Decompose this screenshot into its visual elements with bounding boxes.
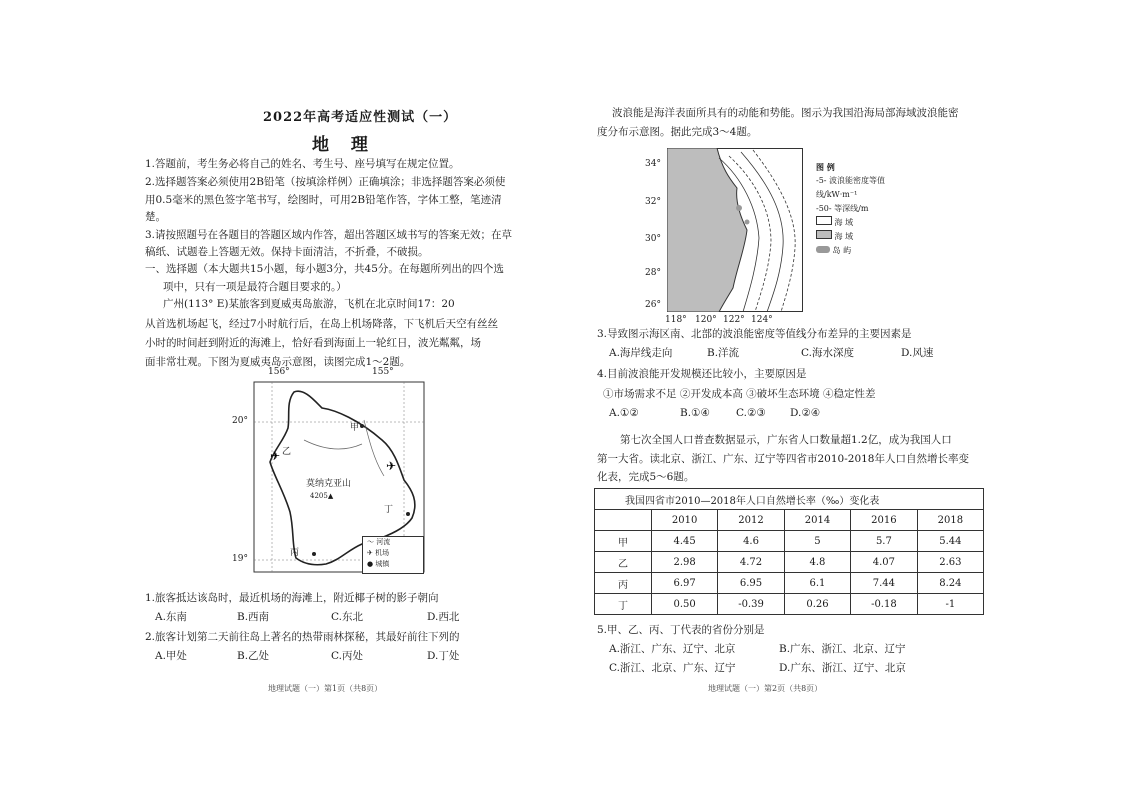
table-cell: 4.72 [718,552,785,573]
row-label: 丁 [595,594,652,615]
instruction-line: 用0.5毫米的黑色签字笔书写，绘图时，可用2B铅笔作答，字体工整，笔迹清 [145,194,502,206]
q2-option-c: C.丙处 [331,650,363,662]
table-cell: 6.97 [652,573,718,594]
legend-item: 海 域 [834,218,854,227]
q1-option-d: D.西北 [427,611,460,623]
legend-mark: -50- [816,204,832,213]
question-1: 1.旅客抵达该岛时，最近机场的海滩上，附近椰子树的影子朝向 [145,592,439,604]
q4-option-b: B.①④ [680,407,710,419]
svg-text:✈: ✈ [270,449,281,463]
row-label: 乙 [595,552,652,573]
passage2-line: 第七次全国人口普查数据显示，广东省人口数量超1.2亿，成为我国人口 [620,434,952,446]
q1-option-a: A.东南 [155,611,187,623]
table-header-row [595,510,984,531]
instruction-line: 1.答题前，考生务必将自己的姓名、考生号、座号填写在规定位置。 [145,158,460,170]
q5-option-c: C.浙江、北京、广东、辽宁 [609,662,736,674]
coast-outline [667,148,803,312]
question-5: 5.甲、乙、丙、丁代表的省份分别是 [597,624,765,636]
longitude-label: 122° [723,315,745,325]
sea-swatch-icon [816,216,832,225]
point-jia: 甲 [350,423,360,433]
q1-option-b: B.西南 [237,611,270,623]
subject-title: 地 理 [312,135,376,155]
longitude-label: 120° [695,315,717,325]
svg-text:✈: ✈ [386,459,397,473]
passage-line: 面非常壮观。下图为夏威夷岛示意图，读图完成1～2题。 [145,356,411,368]
section-title: 项中，只有一项是最符合题目要求的。） [163,281,347,293]
latitude-label: 34° [645,159,661,169]
legend-title: 图 例 [816,162,835,172]
q4-option-a: A.①② [609,407,639,419]
table-cell: 5 [784,531,850,552]
q5-option-b: B.广东、浙江、北京、辽宁 [779,643,906,655]
table-cell: 7.44 [851,573,918,594]
latitude-label: 32° [645,197,661,207]
point-ding: 丁 [384,505,394,515]
wave-map-legend [816,160,926,300]
table-header-year: 2012 [718,510,785,531]
legend-item: 岛 屿 [832,246,852,255]
table-row [595,594,984,615]
table-header-year: 2018 [917,510,983,531]
map-legend: ～ 河流 ✈ 机场 ● 城镇 [362,536,424,574]
q1-option-c: C.东北 [331,611,363,623]
question-4: 4.目前波浪能开发规模还比较小，主要原因是 [597,368,807,380]
table-cell: 6.95 [718,573,785,594]
q4-option-c: C.②③ [736,407,766,419]
island-swatch-icon [816,246,830,253]
page-footer: 地理试题（一）第2页（共8页） [708,684,823,693]
q3-option-c: C.海水深度 [801,347,854,359]
q3-option-d: D.风速 [901,347,934,359]
table-cell: 0.50 [652,594,718,615]
table-cell: 4.6 [718,531,785,552]
page-footer: 地理试题（一）第1页（共8页） [268,684,383,693]
longitude-label: 124° [751,315,773,325]
longitude-label: 118° [665,315,687,325]
population-growth-table [594,488,984,615]
river-legend-icon: ～ [367,538,374,546]
table-cell: 2.63 [917,552,983,573]
table-cell: 6.1 [784,573,850,594]
table-row [595,552,984,573]
table-caption: 我国四省市2010—2018年人口自然增长率（‰）变化表 [595,489,984,510]
table-header-year: 2016 [851,510,918,531]
passage2-line: 化表，完成5～6题。 [597,471,695,483]
table-header-year: 2010 [652,510,718,531]
legend-item: 波浪能密度等值线/kW·m⁻¹ [816,176,886,199]
q3-option-a: A.海岸线走向 [609,347,673,359]
instruction-line: 稿纸、试题卷上答题无效。保持卡面清洁，不折叠，不破损。 [145,246,429,258]
instruction-line: 楚。 [145,211,166,223]
intro-line: 度分布示意图。据此完成3～4题。 [597,126,758,138]
legend-item: 海 域 [834,232,854,241]
table-cell: -0.18 [851,594,918,615]
instruction-line: 2.选择题答案必须使用2B铅笔（按填涂样例）正确填涂；非选择题答案必须使 [145,176,506,188]
q2-option-d: D.丁处 [427,650,460,662]
table-header-empty [595,510,652,531]
point-bing: 丙 [290,548,300,558]
elevation-label: 4205▲ [310,492,334,500]
exam-title: 2022年高考适应性测试（一） [263,110,458,125]
table-header-year: 2014 [784,510,850,531]
table-cell: 5.44 [917,531,983,552]
town-legend-icon: ● [367,560,374,568]
q4-statements: ①市场需求不足 ②开发成本高 ③破坏生态环境 ④稳定性差 [603,388,876,400]
passage-line: 从首选机场起飞，经过7小时航行后，在岛上机场降落，下飞机后天空有丝丝 [145,318,499,330]
question-3: 3.导致图示海区南、北部的波浪能密度等值线分布差异的主要因素是 [597,328,912,340]
legend-item: 等深线/m [834,204,869,213]
airport-legend-icon: ✈ [367,549,373,557]
q3-option-b: B.洋流 [707,347,740,359]
q5-option-a: A.浙江、广东、辽宁、北京 [609,643,736,655]
table-cell: -0.39 [718,594,785,615]
q4-option-d: D.②④ [790,407,821,419]
question-2: 2.旅客计划第二天前往岛上著名的热带雨林探秘，其最好前往下列的 [145,631,460,643]
table-cell: 4.45 [652,531,718,552]
table-row [595,573,984,594]
passage-line: 小时的时间赶到附近的海滩上，恰好看到海面上一轮红日，波光粼粼，场 [145,337,481,349]
row-label: 甲 [595,531,652,552]
table-cell: 0.26 [784,594,850,615]
latitude-label: 30° [645,234,661,244]
intro-line: 波浪能是海洋表面所具有的动能和势能。图示为我国沿海局部海域波浪能密 [612,107,959,119]
land-swatch-icon [816,230,832,239]
passage2-line: 第一大省。读北京、浙江、广东、辽宁等四省市2010-2018年人口自然增长率变 [597,453,969,465]
table-cell: 4.8 [784,552,850,573]
table-cell: -1 [917,594,983,615]
section-title: 一、选择题（本大题共15小题，每小题3分，共45分。在每题所列出的四个选 [145,263,504,275]
q2-option-b: B.乙处 [237,650,270,662]
latitude-label: 28° [645,268,661,278]
instruction-line: 3.请按照题号在各题目的答题区域内作答，超出答题区域书写的答案无效；在草 [145,229,513,241]
row-label: 丙 [595,573,652,594]
legend-mark: -5- [816,176,827,185]
table-cell: 5.7 [851,531,918,552]
longitude-label: 155° [372,367,394,377]
point-yi: 乙 [282,447,292,457]
passage-line: 广州(113° E)某旅客到夏威夷岛旅游，飞机在北京时间17：20 [163,298,455,310]
table-cell: 4.07 [851,552,918,573]
table-row [595,531,984,552]
volcano-label: 莫纳克亚山 [306,479,352,489]
longitude-label: 156° [268,367,290,377]
latitude-label: 20° [232,416,248,426]
latitude-label: 19° [232,554,248,564]
hawaii-island-map [232,366,432,580]
latitude-label: 26° [645,300,661,310]
table-cell: 8.24 [917,573,983,594]
q2-option-a: A.甲处 [155,650,187,662]
table-cell: 2.98 [652,552,718,573]
q5-option-d: D.广东、浙江、辽宁、北京 [779,662,906,674]
